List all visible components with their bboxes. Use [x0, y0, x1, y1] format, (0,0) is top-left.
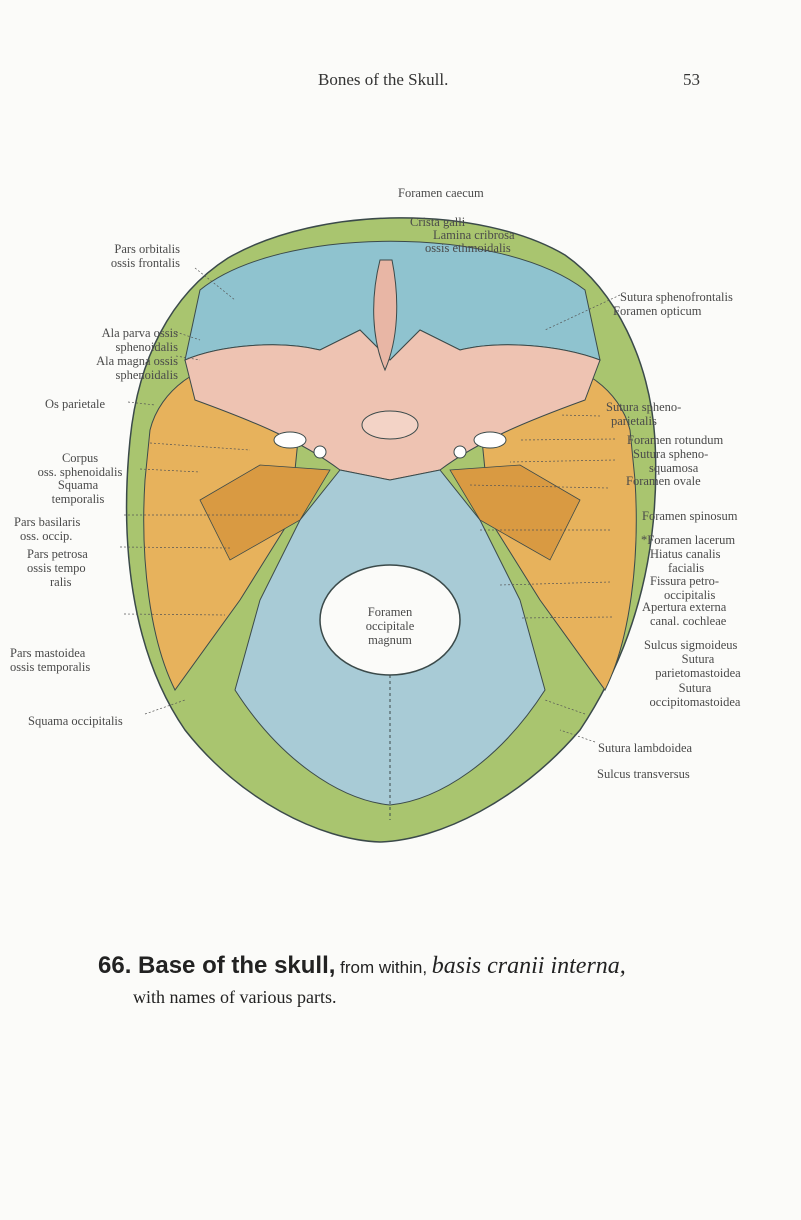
running-head-title: Bones of the Skull.: [318, 70, 449, 89]
caption-from-within: from within,: [335, 958, 432, 977]
label-hiatus-line2: facialis: [668, 561, 705, 575]
caption-latin: basis cranii interna,: [431, 953, 626, 979]
foramen-spinosum-right: [454, 446, 466, 458]
label-sutura-parietomast-line2: parietomastoidea: [655, 666, 741, 680]
label-foramen-caecum: Foramen caecum: [398, 186, 484, 200]
label-pars-petrosa-line1: Pars petrosa: [27, 547, 88, 561]
label-hiatus-line1: Hiatus canalis: [650, 547, 721, 561]
label-pars-petrosa-line3: ralis: [50, 575, 72, 589]
caption-line-2: with names of various parts.: [133, 987, 337, 1007]
label-sutura-occipitomast-line1: Sutura: [678, 681, 712, 695]
caption-figure-label: 66. Base of the skull,: [98, 952, 336, 979]
label-pars-petrosa-line2: ossis tempo: [27, 561, 86, 575]
label-ala-parva-line1: Ala parva ossis: [101, 326, 178, 340]
label-foramen-opticum: Foramen opticum: [613, 304, 702, 318]
label-squama-occipitalis: Squama occipitalis: [28, 714, 123, 728]
label-foramen-magnum-line2: occipitale: [365, 619, 415, 633]
label-ala-magna-line1: Ala magna ossis: [96, 354, 178, 368]
label-squama-temporalis-line2: temporalis: [51, 492, 105, 506]
label-ossis-ethmoidalis: ossis ethmoidalis: [425, 241, 511, 255]
foramen-spinosum-left: [314, 446, 326, 458]
label-sutura-sphenosquamosa: [633, 447, 708, 475]
label-pars-mastoidea: [10, 646, 90, 674]
label-foramen-magnum-line3: magnum: [368, 633, 412, 647]
label-sutura-sphenoparietalis: [606, 400, 681, 428]
label-sutura-sphenosquamosa-line2: squamosa: [649, 461, 699, 475]
label-squama-temporalis: [30, 478, 126, 506]
label-sutura-occipitomastoidea: [630, 681, 760, 709]
label-squama-temporalis-line1: Squama: [57, 478, 99, 492]
label-lamina-cribrosa: Lamina cribrosa: [433, 228, 515, 242]
label-pars-basilaris: [14, 515, 80, 543]
label-sutura-sphenofrontalis: Sutura sphenofrontalis: [620, 290, 733, 304]
label-fissura-line1: Fissura petro-: [650, 574, 720, 588]
label-fissura-petrooccipitalis: [650, 574, 719, 602]
label-pars-orbitalis-line2: ossis frontalis: [110, 256, 180, 270]
label-foramen-rotundum: Foramen rotundum: [627, 433, 724, 447]
label-os-parietale: Os parietale: [45, 397, 106, 411]
label-crista-galli: Crista galli: [410, 215, 466, 229]
label-pars-mastoidea-line2: ossis temporalis: [10, 660, 91, 674]
label-sulcus-sigmoideus: Sulcus sigmoideus: [644, 638, 738, 652]
foramen-ovale-right: [474, 432, 506, 448]
label-ala-parva: [60, 326, 178, 354]
label-sutura-sphenoparietalis-line1: Sutura spheno-: [606, 400, 682, 414]
label-apertura-externa: [642, 600, 726, 628]
label-pars-orbitalis: [60, 242, 180, 270]
label-pars-basilaris-line2: oss. occip.: [20, 529, 73, 543]
label-pars-petrosa: [27, 547, 88, 589]
sella-turcica: [362, 411, 418, 439]
label-corpus-line2: oss. sphenoidalis: [37, 465, 123, 479]
page-number: 53: [683, 70, 700, 89]
label-sutura-sphenosquamosa-line1: Sutura spheno-: [633, 447, 709, 461]
label-sutura-lambdoidea: Sutura lambdoidea: [598, 741, 693, 755]
label-sutura-sphenoparietalis-line2: parietalis: [611, 414, 657, 428]
label-foramen-lacerum: *Foramen lacerum: [641, 533, 736, 547]
label-apertura-line1: Apertura externa: [642, 600, 727, 614]
label-sulcus-transversus: Sulcus transversus: [597, 767, 690, 781]
label-foramen-magnum: [330, 605, 450, 647]
label-ala-parva-line2: sphenoidalis: [115, 340, 178, 354]
label-sutura-parietomastoidea: [638, 652, 758, 680]
label-foramen-magnum-line1: Foramen: [367, 605, 413, 619]
label-corpus-sphenoidalis: [20, 451, 140, 479]
label-foramen-ovale: Foramen ovale: [626, 474, 701, 488]
label-pars-basilaris-line1: Pars basilaris: [14, 515, 81, 529]
label-sutura-parietomast-line1: Sutura: [681, 652, 715, 666]
label-ala-magna: [30, 354, 178, 382]
label-pars-orbitalis-line1: Pars orbitalis: [114, 242, 180, 256]
figure-caption: [98, 951, 738, 1009]
label-apertura-line2: canal. cochleae: [650, 614, 727, 628]
label-pars-mastoidea-line1: Pars mastoidea: [10, 646, 86, 660]
label-foramen-spinosum: Foramen spinosum: [642, 509, 738, 523]
label-sutura-occipitomast-line2: occipitomastoidea: [649, 695, 741, 709]
label-hiatus-canalis-facialis: [650, 547, 720, 575]
foramen-ovale-left: [274, 432, 306, 448]
label-ala-magna-line2: sphenoidalis: [115, 368, 178, 382]
label-corpus-line1: Corpus: [61, 451, 99, 465]
label-fissura-line2: occipitalis: [664, 588, 716, 602]
caption-line-1: [98, 951, 738, 983]
